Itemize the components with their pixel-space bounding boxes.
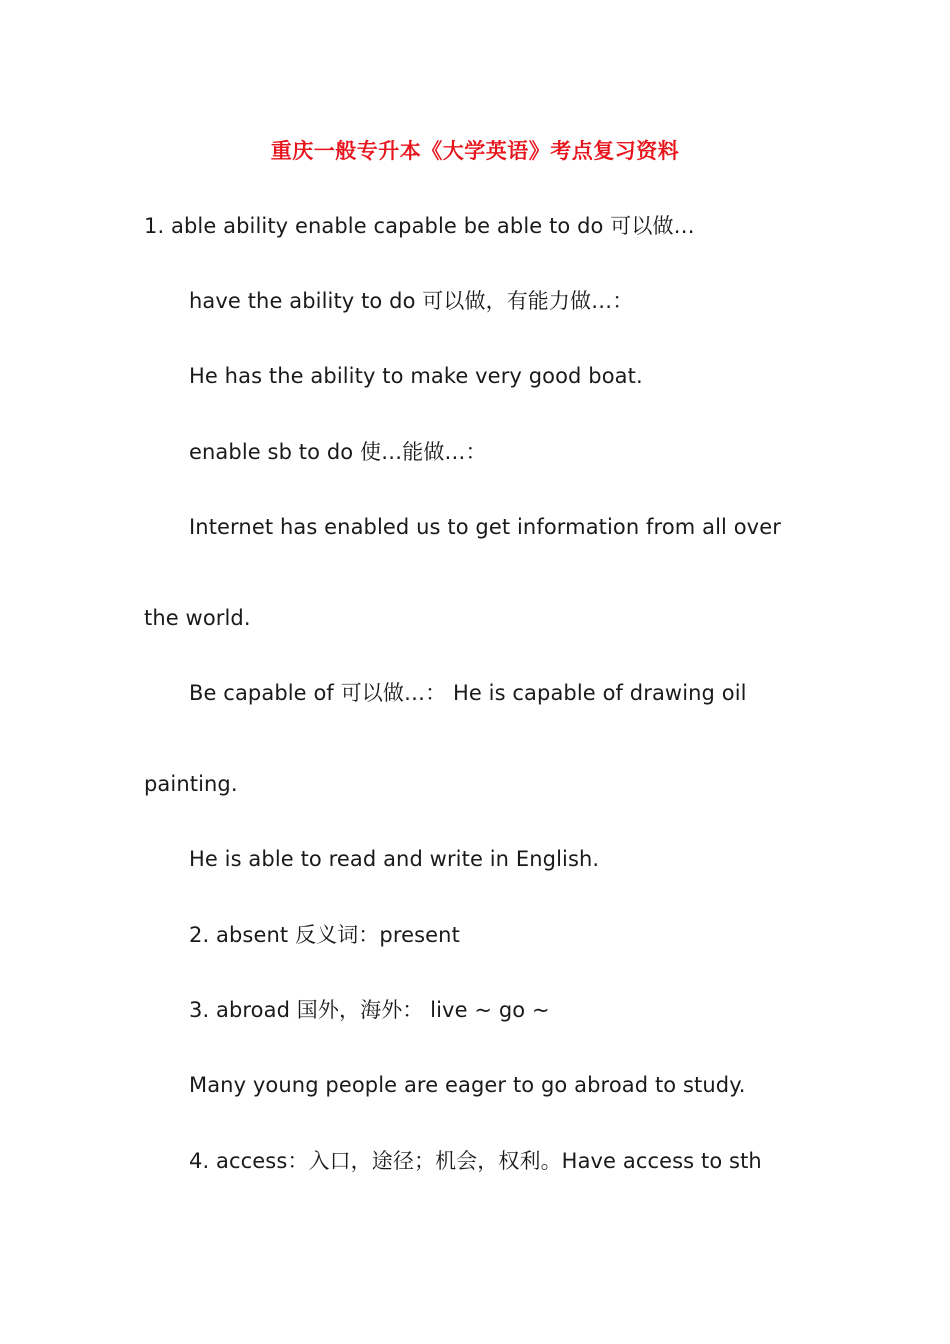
text-line: have the ability to do 可以做，有能力做…：: [189, 289, 634, 313]
text-line: Many young people are eager to go abroad to study.: [189, 1073, 746, 1097]
text-line: 2. absent 反义词：present: [189, 923, 460, 947]
text-line: the world.: [144, 606, 251, 630]
text-line: He is able to read and write in English.: [189, 847, 600, 871]
text-line: He has the ability to make very good boat.: [189, 364, 643, 388]
text-line: 4. access：入口，途径；机会，权利。Have access to sth: [189, 1149, 762, 1173]
text-line: Internet has enabled us to get information from all over: [189, 515, 781, 539]
text-line: Be capable of 可以做…： He is capable of drawing oil: [189, 681, 747, 705]
text-line: enable sb to do 使…能做…：: [189, 440, 487, 464]
text-line: 3. abroad 国外，海外： live ~ go ~: [189, 998, 550, 1022]
document-title: 重庆一般专升本《大学英语》考点复习资料: [270, 139, 680, 163]
text-line: 1. able ability enable capable be able to do 可以做…: [144, 214, 695, 238]
text-line: painting.: [144, 772, 238, 796]
